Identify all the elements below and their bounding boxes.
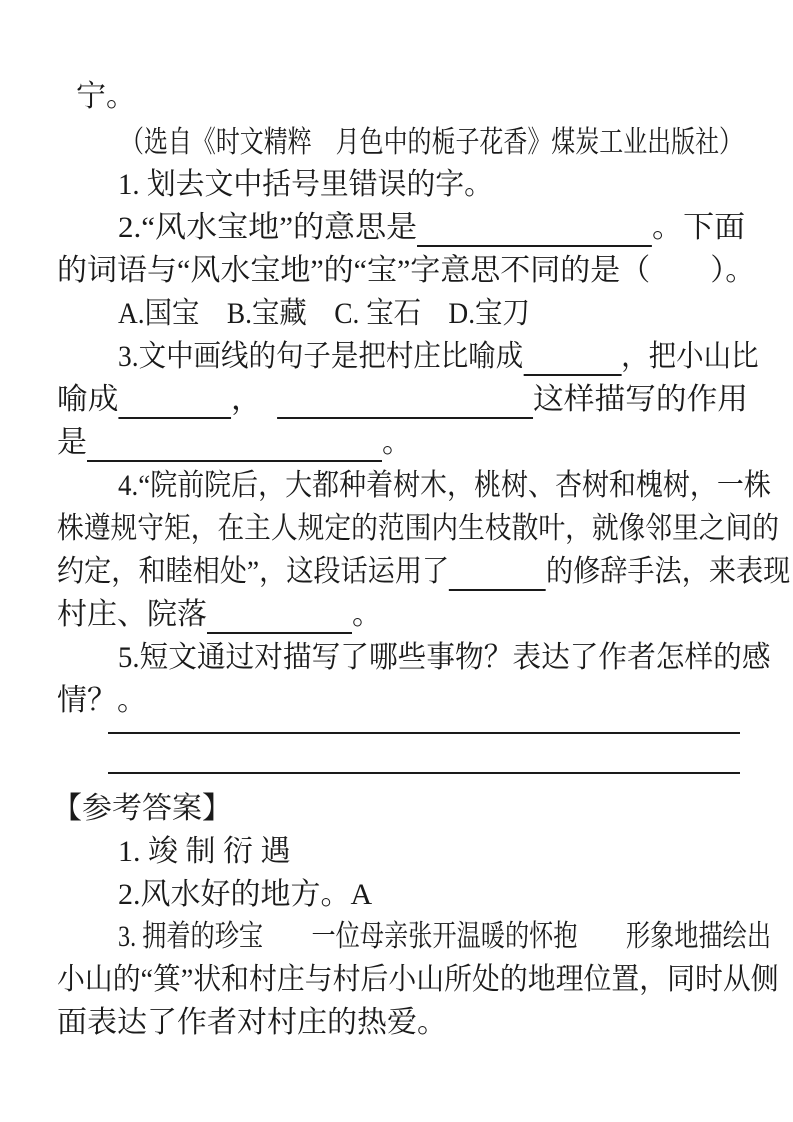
text-run: 这样描写的作用 <box>533 383 748 416</box>
answer-key-heading <box>52 790 232 828</box>
text-run: 村庄、院落 <box>57 598 207 631</box>
question-3-line-1 <box>118 338 759 376</box>
fill-in-blank <box>108 772 740 774</box>
fill-in-blank <box>118 383 231 419</box>
text-run: 株遵规守矩，在主人规定的范围内生枝散叶，就像邻里之间的 <box>57 512 779 545</box>
answer-key-1 <box>118 833 291 871</box>
text-run: 1. 竣 制 衍 遇 <box>118 835 291 868</box>
question-1 <box>118 166 493 204</box>
text-run: 是 <box>57 426 87 459</box>
answer-key-3-line-1 <box>118 918 771 956</box>
source-attribution <box>120 124 743 162</box>
fill-in-blank <box>87 426 382 462</box>
fill-in-blank <box>207 598 352 634</box>
question-2-options <box>118 295 530 333</box>
text-run: 2.风水好的地方。A <box>118 878 373 911</box>
text-run: 喻成 <box>57 383 119 416</box>
text-run: 约定，和睦相处”，这段话运用了 <box>57 555 450 588</box>
fill-in-blank <box>108 732 740 734</box>
question-4-line-1 <box>118 467 771 505</box>
answer-writing-line-2 <box>108 772 740 774</box>
question-5-line-1 <box>118 639 771 677</box>
text-run: 宁。 <box>76 80 136 113</box>
question-5-line-2 <box>57 682 147 720</box>
text-run: 的修辞手法，来表现 <box>545 555 791 588</box>
text-run: 4.“院前院后，大都种着树木，桃树、杏树和槐树，一株 <box>118 469 771 502</box>
text-run: 。下面 <box>652 211 746 244</box>
text-run: 情？。 <box>57 684 147 717</box>
text-run: 的词语与“风水宝地”的“宝”字意思不同的是（ ）。 <box>57 254 756 287</box>
text-run: 3.文中画线的句子是把村庄比喻成 <box>118 340 524 373</box>
question-3-line-3 <box>57 424 412 462</box>
continuation-text <box>76 78 136 116</box>
text-run: 面表达了作者对村庄的热爱。 <box>57 1006 447 1039</box>
fill-in-blank <box>277 383 533 419</box>
fill-in-blank <box>417 211 652 247</box>
text-run: 1. 划去文中括号里错误的字。 <box>118 168 493 201</box>
question-2-line-2 <box>57 252 755 290</box>
text-run: ，把小山比 <box>621 340 759 373</box>
text-run: 3. 拥着的珍宝 一位母亲张开温暖的怀抱 形象地描绘出 <box>118 920 771 953</box>
answer-writing-line-1 <box>108 732 740 734</box>
answer-key-3-line-2 <box>57 961 779 999</box>
text-run: 5.短文通过对描写了哪些事物？表达了作者怎样的感 <box>118 641 771 674</box>
answer-key-2 <box>118 876 372 914</box>
text-run: 。 <box>352 598 382 631</box>
question-2-line-1 <box>118 209 745 247</box>
question-3-line-2 <box>57 381 748 419</box>
fill-in-blank <box>523 340 621 376</box>
text-run: 。 <box>382 426 412 459</box>
text-run: ， <box>231 383 278 416</box>
question-4-line-3 <box>57 553 790 591</box>
answer-key-3-line-3 <box>57 1004 447 1042</box>
text-run: A.国宝 B.宝藏 C. 宝石 D.宝刀 <box>118 297 530 330</box>
text-run: 小山的“箕”状和村庄与村后小山所处的地理位置，同时从侧 <box>57 963 779 996</box>
text-run: 2.“风水宝地”的意思是 <box>118 211 418 244</box>
text-run: 【参考答案】 <box>52 792 232 825</box>
fill-in-blank <box>449 555 546 591</box>
question-4-line-2 <box>57 510 779 548</box>
question-4-line-4 <box>57 596 382 634</box>
text-run: （选自《时文精粹 月色中的栀子花香》煤炭工业出版社） <box>120 126 743 159</box>
